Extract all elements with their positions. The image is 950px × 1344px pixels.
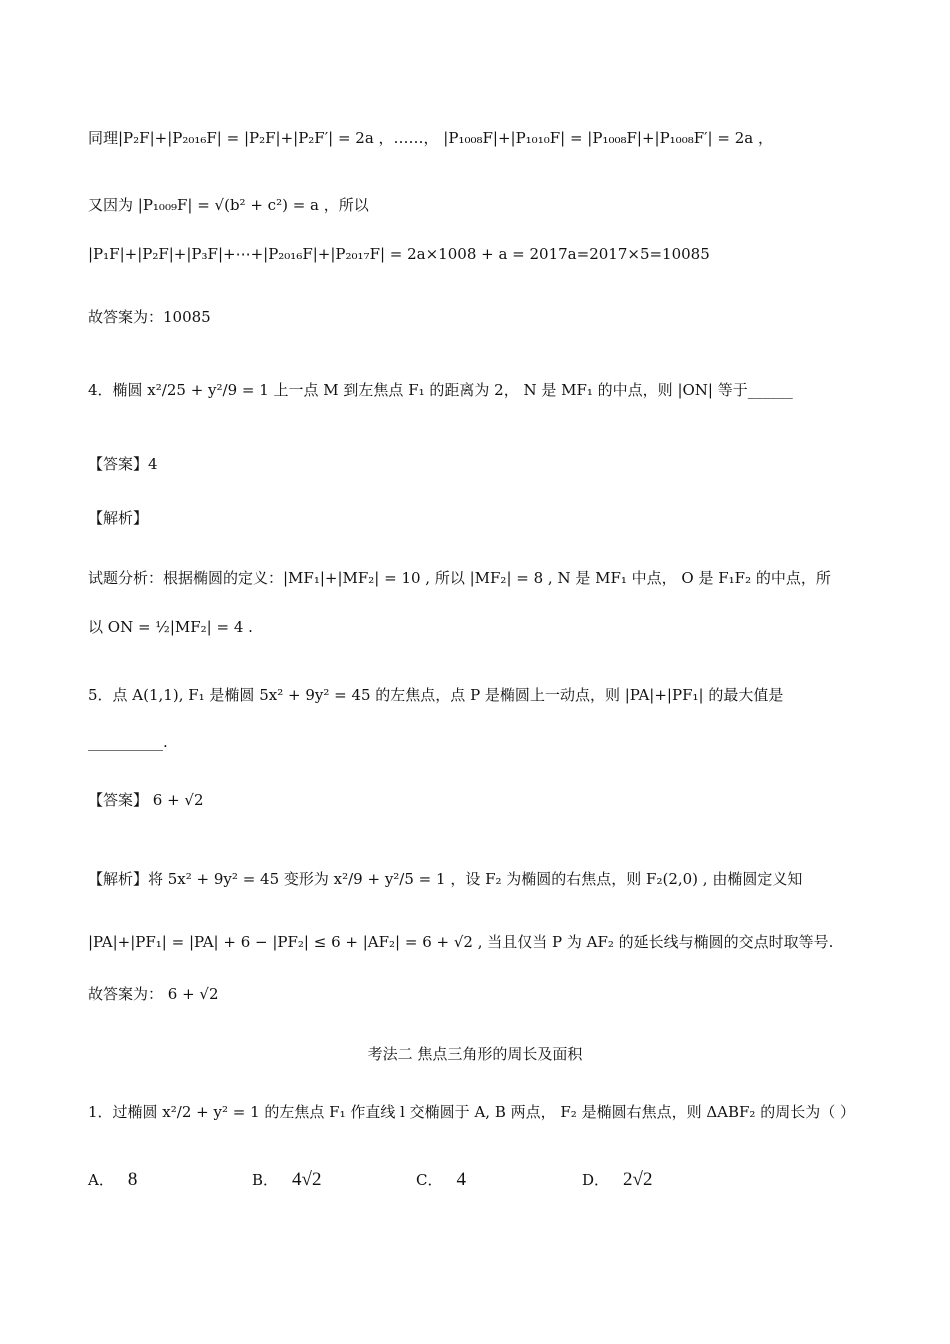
answer-line: 故答案为：10085 — [88, 308, 211, 326]
choice-label: C． — [416, 1171, 443, 1189]
analysis-heading: 【解析】 — [88, 509, 149, 527]
question-1: 1．过椭圆 x²/2 + y² = 1 的左焦点 F₁ 作直线 l 交椭圆于 A, B 两点， F₂ 是椭圆右焦点，则 ΔABF₂ 的周长为（ ） — [88, 1103, 855, 1121]
analysis-text: 【解析】将 5x² + 9y² = 45 变形为 x²/9 + y²/5 = 1 ，设 F₂ 为椭圆的右焦点，则 F₂(2,0) , 由椭圆定义知 — [88, 870, 803, 888]
blank-line: __________. — [88, 733, 168, 751]
analysis-text: 试题分析：根据椭圆的定义：|MF₁|+|MF₂| = 10 , 所以 |MF₂| = 8 , N 是 MF₁ 中点， O 是 F₁F₂ 的中点，所 — [88, 569, 831, 587]
section-title: 考法二 焦点三角形的周长及面积 — [367, 1045, 583, 1063]
text-line: 同理|P₂F|+|P₂₀₁₆F| = |P₂F|+|P₂F′| = 2a ，……， |P₁₀₀₈F|+|P₁₀₁₀F| = |P₁₀₀₈F|+|P₁₀₀₈F′| = 2a ， — [88, 129, 773, 147]
choice-label: D． — [582, 1171, 610, 1189]
choice-d — [582, 1168, 652, 1192]
choice-value: 4√2 — [292, 1169, 322, 1190]
answer-heading: 【答案】4 — [88, 455, 158, 473]
choice-a — [88, 1168, 137, 1192]
choice-label: B． — [252, 1171, 279, 1189]
answer-heading: 【答案】 6 + √2 — [88, 791, 204, 809]
question-4: 4．椭圆 x²/25 + y²/9 = 1 上一点 M 到左焦点 F₁ 的距离为 2， N 是 MF₁ 的中点，则 |ON| 等于______ — [88, 381, 793, 399]
text-line: 又因为 |P₁₀₀₉F| = √(b² + c²) = a ，所以 — [88, 196, 369, 214]
choice-b — [252, 1168, 321, 1192]
choice-value: 2√2 — [623, 1169, 653, 1190]
analysis-text: |PA|+|PF₁| = |PA| + 6 − |PF₂| ≤ 6 + |AF₂| = 6 + √2 , 当且仅当 P 为 AF₂ 的延长线与椭圆的交点时取等号. — [88, 933, 834, 951]
choice-label: A． — [88, 1171, 114, 1189]
text-line: |P₁F|+|P₂F|+|P₃F|+⋯+|P₂₀₁₆F|+|P₂₀₁₇F| = 2a×1008 + a = 2017a=2017×5=10085 — [88, 245, 710, 263]
analysis-text: 以 ON = ½|MF₂| = 4 . — [88, 618, 253, 636]
answer-line: 故答案为： 6 + √2 — [88, 985, 219, 1003]
question-5: 5．点 A(1,1), F₁ 是椭圆 5x² + 9y² = 45 的左焦点，点 P 是椭圆上一动点，则 |PA|+|PF₁| 的最大值是 — [88, 686, 784, 704]
choice-c — [416, 1168, 466, 1192]
choice-value: 4 — [456, 1169, 466, 1190]
choice-value: 8 — [127, 1169, 138, 1190]
